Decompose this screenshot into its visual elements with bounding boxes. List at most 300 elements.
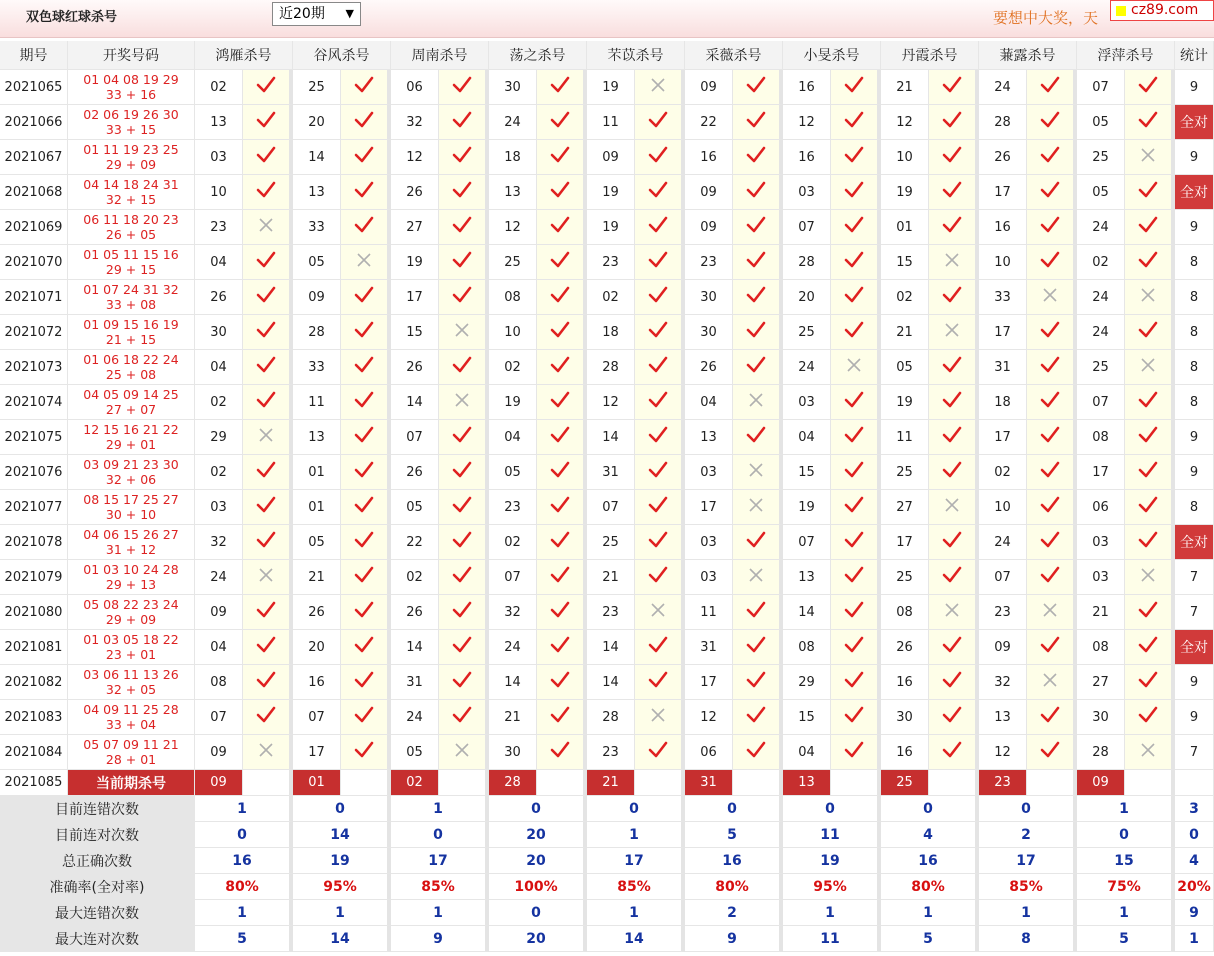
check-icon (452, 566, 472, 584)
kill-number: 30 (685, 315, 733, 350)
result-mark (439, 350, 489, 385)
result-mark (831, 350, 881, 385)
check-icon (354, 636, 374, 654)
kill-number: 19 (587, 70, 635, 105)
table-row (0, 280, 1214, 315)
check-icon (452, 146, 472, 164)
check-icon (1138, 76, 1158, 94)
check-icon (550, 321, 570, 339)
result-mark (1125, 385, 1175, 420)
issue-cell: 2021075 (0, 420, 68, 455)
kill-number: 21 (881, 315, 929, 350)
stat-cell: 9 (1175, 210, 1214, 245)
result-mark (831, 105, 881, 140)
result-mark (537, 420, 587, 455)
check-icon (550, 496, 570, 514)
check-icon (550, 111, 570, 129)
check-icon (942, 76, 962, 94)
check-icon (746, 741, 766, 759)
draw-cell (68, 560, 195, 595)
table-row (0, 525, 1214, 560)
result-mark (733, 700, 783, 735)
result-mark (1027, 105, 1077, 140)
kill-number: 15 (783, 455, 831, 490)
logo-text: cz89.com (1131, 2, 1199, 18)
kill-number: 10 (195, 175, 243, 210)
result-mark (1125, 595, 1175, 630)
check-icon (1138, 391, 1158, 409)
summary-value: 15 (1077, 848, 1175, 874)
kill-number: 02 (1077, 245, 1125, 280)
result-mark (929, 525, 979, 560)
result-mark (1125, 735, 1175, 770)
kill-number: 10 (979, 245, 1027, 280)
result-mark (537, 210, 587, 245)
kill-number: 25 (1077, 140, 1125, 175)
col-expert: 荡之杀号 (489, 41, 587, 70)
result-mark (439, 210, 489, 245)
stat-cell: 全对 (1175, 525, 1214, 560)
summary-value: 0 (489, 796, 587, 822)
result-mark (439, 140, 489, 175)
check-icon (844, 601, 864, 619)
result-mark (1027, 70, 1077, 105)
kill-number: 30 (195, 315, 243, 350)
result-mark (929, 455, 979, 490)
check-icon (844, 251, 864, 269)
kill-number: 17 (391, 280, 439, 315)
check-icon (1138, 496, 1158, 514)
kill-number: 07 (979, 560, 1027, 595)
cross-icon (1140, 147, 1156, 163)
check-icon (746, 111, 766, 129)
kill-number: 08 (195, 665, 243, 700)
result-mark (243, 490, 293, 525)
kill-number: 04 (195, 630, 243, 665)
kill-number: 22 (685, 105, 733, 140)
kill-number: 04 (489, 420, 537, 455)
current-label: 当前期杀号 (68, 770, 195, 796)
check-icon (1040, 251, 1060, 269)
check-icon (1138, 216, 1158, 234)
result-mark (537, 595, 587, 630)
result-mark (1027, 665, 1077, 700)
summary-label: 目前连对次数 (0, 822, 195, 848)
check-icon (746, 426, 766, 444)
result-mark (929, 280, 979, 315)
kill-number: 32 (391, 105, 439, 140)
summary-value: 1 (587, 900, 685, 926)
kill-number: 24 (489, 105, 537, 140)
check-icon (746, 321, 766, 339)
check-icon (1138, 671, 1158, 689)
check-icon (942, 636, 962, 654)
kill-number: 31 (587, 455, 635, 490)
result-mark (1027, 175, 1077, 210)
kill-number: 03 (195, 490, 243, 525)
kill-number: 03 (685, 560, 733, 595)
result-mark (929, 560, 979, 595)
result-mark (1125, 175, 1175, 210)
check-icon (256, 111, 276, 129)
check-icon (452, 636, 472, 654)
check-icon (550, 391, 570, 409)
kill-number: 17 (685, 490, 733, 525)
kill-number: 23 (587, 245, 635, 280)
summary-value: 0 (685, 796, 783, 822)
result-mark (439, 490, 489, 525)
current-kill-number: 23 (979, 770, 1027, 796)
check-icon (1040, 111, 1060, 129)
result-mark (243, 595, 293, 630)
cross-icon (650, 707, 666, 723)
summary-value: 0 (1077, 822, 1175, 848)
kill-number: 13 (979, 700, 1027, 735)
check-icon (746, 706, 766, 724)
draw-cell (68, 630, 195, 665)
check-icon (1138, 461, 1158, 479)
summary-value: 5 (195, 926, 293, 952)
result-mark (733, 385, 783, 420)
kill-number: 12 (783, 105, 831, 140)
check-icon (1138, 426, 1158, 444)
cross-icon (258, 742, 274, 758)
current-kill-number: 13 (783, 770, 831, 796)
check-icon (648, 391, 668, 409)
summary-value: 1 (391, 796, 489, 822)
kill-number: 19 (881, 385, 929, 420)
result-mark (831, 385, 881, 420)
check-icon (648, 531, 668, 549)
result-mark (341, 280, 391, 315)
result-mark (341, 315, 391, 350)
summary-row (0, 822, 1214, 848)
result-mark (243, 105, 293, 140)
kill-number: 05 (293, 245, 341, 280)
draw-tail: 23 + 01 (105, 647, 157, 662)
summary-value: 14 (587, 926, 685, 952)
kill-number: 19 (587, 175, 635, 210)
result-mark (243, 385, 293, 420)
kill-number: 02 (881, 280, 929, 315)
cross-icon (1042, 287, 1058, 303)
check-icon (942, 286, 962, 304)
issue-cell: 2021077 (0, 490, 68, 525)
kill-number: 28 (783, 245, 831, 280)
kill-number: 03 (685, 455, 733, 490)
check-icon (452, 601, 472, 619)
stat-cell: 7 (1175, 595, 1214, 630)
issue-cell: 2021080 (0, 595, 68, 630)
result-mark (439, 700, 489, 735)
summary-value: 11 (783, 926, 881, 952)
check-icon (1138, 636, 1158, 654)
period-select[interactable] (272, 2, 361, 26)
result-mark (635, 560, 685, 595)
summary-value: 1 (881, 900, 979, 926)
draw-cell (68, 140, 195, 175)
result-mark (831, 490, 881, 525)
result-mark (341, 420, 391, 455)
stat-cell: 9 (1175, 700, 1214, 735)
cross-icon (258, 567, 274, 583)
draw-tail: 29 + 01 (105, 437, 157, 452)
kill-number: 25 (881, 455, 929, 490)
kill-number: 03 (783, 175, 831, 210)
col-expert: 芣苡杀号 (587, 41, 685, 70)
kill-number: 30 (1077, 700, 1125, 735)
result-mark (243, 280, 293, 315)
check-icon (354, 111, 374, 129)
current-kill-number: 02 (391, 770, 439, 796)
summary-stat: 1 (1175, 926, 1214, 952)
check-icon (648, 566, 668, 584)
kill-number: 01 (293, 490, 341, 525)
draw-red-balls: 03 06 11 13 26 (83, 667, 179, 682)
kill-number: 06 (685, 735, 733, 770)
kill-number: 23 (979, 595, 1027, 630)
cross-icon (258, 427, 274, 443)
kill-number: 05 (391, 490, 439, 525)
top-bar (0, 0, 1214, 38)
check-icon (256, 391, 276, 409)
result-mark (537, 315, 587, 350)
table-row (0, 560, 1214, 595)
result-mark (831, 175, 881, 210)
check-icon (1138, 181, 1158, 199)
result-mark (439, 245, 489, 280)
draw-red-balls: 01 05 11 15 16 (83, 247, 179, 262)
kill-number: 23 (195, 210, 243, 245)
result-mark (439, 420, 489, 455)
result-mark (1027, 735, 1077, 770)
draw-cell (68, 105, 195, 140)
result-mark (831, 560, 881, 595)
kill-number: 29 (783, 665, 831, 700)
check-icon (452, 671, 472, 689)
result-mark (243, 525, 293, 560)
kill-number: 16 (685, 140, 733, 175)
kill-number: 21 (587, 560, 635, 595)
summary-value: 1 (783, 900, 881, 926)
kill-number: 25 (1077, 350, 1125, 385)
kill-number: 31 (391, 665, 439, 700)
table-row (0, 315, 1214, 350)
kill-number: 09 (979, 630, 1027, 665)
kill-number: 22 (391, 525, 439, 560)
check-icon (354, 76, 374, 94)
issue-cell: 2021074 (0, 385, 68, 420)
check-icon (550, 671, 570, 689)
stat-cell: 7 (1175, 735, 1214, 770)
cross-icon (650, 602, 666, 618)
check-icon (1138, 251, 1158, 269)
current-blank (733, 770, 783, 796)
summary-value: 2 (685, 900, 783, 926)
draw-tail: 32 + 06 (105, 472, 157, 487)
kill-number: 20 (293, 105, 341, 140)
check-icon (942, 461, 962, 479)
result-mark (733, 455, 783, 490)
result-mark (929, 665, 979, 700)
check-icon (942, 426, 962, 444)
result-mark (929, 595, 979, 630)
result-mark (341, 595, 391, 630)
check-icon (648, 181, 668, 199)
kill-number: 19 (881, 175, 929, 210)
result-mark (831, 140, 881, 175)
result-mark (635, 700, 685, 735)
kill-number: 12 (489, 210, 537, 245)
summary-value: 19 (293, 848, 391, 874)
check-icon (746, 76, 766, 94)
result-mark (733, 630, 783, 665)
kill-number: 18 (979, 385, 1027, 420)
summary-value: 11 (783, 822, 881, 848)
draw-red-balls: 01 04 08 19 29 (83, 72, 179, 87)
header-row (0, 41, 1214, 70)
kill-number: 26 (391, 175, 439, 210)
result-mark (341, 665, 391, 700)
kill-number: 28 (293, 315, 341, 350)
kill-number: 10 (979, 490, 1027, 525)
result-mark (733, 245, 783, 280)
kill-number: 07 (391, 420, 439, 455)
current-blank (439, 770, 489, 796)
summary-label: 总正确次数 (0, 848, 195, 874)
draw-tail: 25 + 08 (105, 367, 157, 382)
kill-number: 04 (783, 735, 831, 770)
kill-number: 16 (881, 735, 929, 770)
issue-cell: 2021079 (0, 560, 68, 595)
table-row (0, 210, 1214, 245)
kill-number: 05 (1077, 175, 1125, 210)
current-blank (831, 770, 881, 796)
table-row (0, 735, 1214, 770)
kill-number: 02 (979, 455, 1027, 490)
site-logo[interactable] (1110, 0, 1214, 21)
result-mark (733, 70, 783, 105)
result-mark (341, 175, 391, 210)
result-mark (439, 595, 489, 630)
summary-value: 0 (783, 796, 881, 822)
check-icon (550, 146, 570, 164)
check-icon (256, 601, 276, 619)
draw-red-balls: 01 06 18 22 24 (83, 352, 179, 367)
summary-value: 5 (685, 822, 783, 848)
summary-value: 80% (195, 874, 293, 900)
check-icon (452, 531, 472, 549)
check-icon (844, 181, 864, 199)
issue-cell: 2021070 (0, 245, 68, 280)
check-icon (354, 741, 374, 759)
result-mark (635, 70, 685, 105)
kill-number: 25 (489, 245, 537, 280)
kill-number: 02 (391, 560, 439, 595)
check-icon (550, 531, 570, 549)
col-stat: 统计 (1175, 41, 1214, 70)
check-icon (452, 461, 472, 479)
kill-number: 14 (783, 595, 831, 630)
result-mark (733, 525, 783, 560)
kill-number: 21 (881, 70, 929, 105)
check-icon (648, 426, 668, 444)
check-icon (844, 321, 864, 339)
check-icon (550, 601, 570, 619)
table-row (0, 595, 1214, 630)
check-icon (354, 671, 374, 689)
kill-number: 28 (587, 700, 635, 735)
kill-number: 04 (685, 385, 733, 420)
draw-tail: 33 + 04 (105, 717, 157, 732)
kill-number: 23 (587, 735, 635, 770)
result-mark (635, 735, 685, 770)
result-mark (1125, 70, 1175, 105)
kill-number: 04 (195, 245, 243, 280)
result-mark (1027, 210, 1077, 245)
result-mark (1125, 630, 1175, 665)
result-mark (243, 630, 293, 665)
kill-number: 03 (1077, 525, 1125, 560)
check-icon (354, 461, 374, 479)
check-icon (452, 181, 472, 199)
kill-number: 07 (783, 525, 831, 560)
kill-number: 14 (489, 665, 537, 700)
check-icon (1040, 566, 1060, 584)
result-mark (635, 140, 685, 175)
draw-tail: 21 + 15 (105, 332, 157, 347)
kill-number: 26 (391, 455, 439, 490)
check-icon (1040, 531, 1060, 549)
issue-cell: 2021081 (0, 630, 68, 665)
check-icon (550, 426, 570, 444)
result-mark (929, 210, 979, 245)
result-mark (243, 140, 293, 175)
kill-number: 01 (881, 210, 929, 245)
kill-number: 14 (293, 140, 341, 175)
stat-cell: 全对 (1175, 175, 1214, 210)
col-draw: 开奖号码 (68, 41, 195, 70)
stat-cell: 9 (1175, 70, 1214, 105)
result-mark (1027, 420, 1077, 455)
kill-number-table (0, 41, 1214, 952)
draw-red-balls: 01 03 05 18 22 (83, 632, 179, 647)
result-mark (635, 280, 685, 315)
result-mark (439, 315, 489, 350)
summary-value: 0 (881, 796, 979, 822)
result-mark (341, 210, 391, 245)
check-icon (452, 111, 472, 129)
draw-tail: 31 + 12 (105, 542, 157, 557)
check-icon (452, 356, 472, 374)
result-mark (733, 210, 783, 245)
kill-number: 24 (1077, 280, 1125, 315)
check-icon (844, 706, 864, 724)
result-mark (1125, 315, 1175, 350)
result-mark (341, 245, 391, 280)
kill-number: 05 (489, 455, 537, 490)
result-mark (733, 280, 783, 315)
cross-icon (944, 322, 960, 338)
chevron-down-icon: ▼ (345, 7, 354, 20)
result-mark (635, 595, 685, 630)
kill-number: 08 (489, 280, 537, 315)
check-icon (550, 251, 570, 269)
result-mark (1125, 560, 1175, 595)
stat-cell: 8 (1175, 315, 1214, 350)
result-mark (831, 525, 881, 560)
kill-number: 03 (685, 525, 733, 560)
